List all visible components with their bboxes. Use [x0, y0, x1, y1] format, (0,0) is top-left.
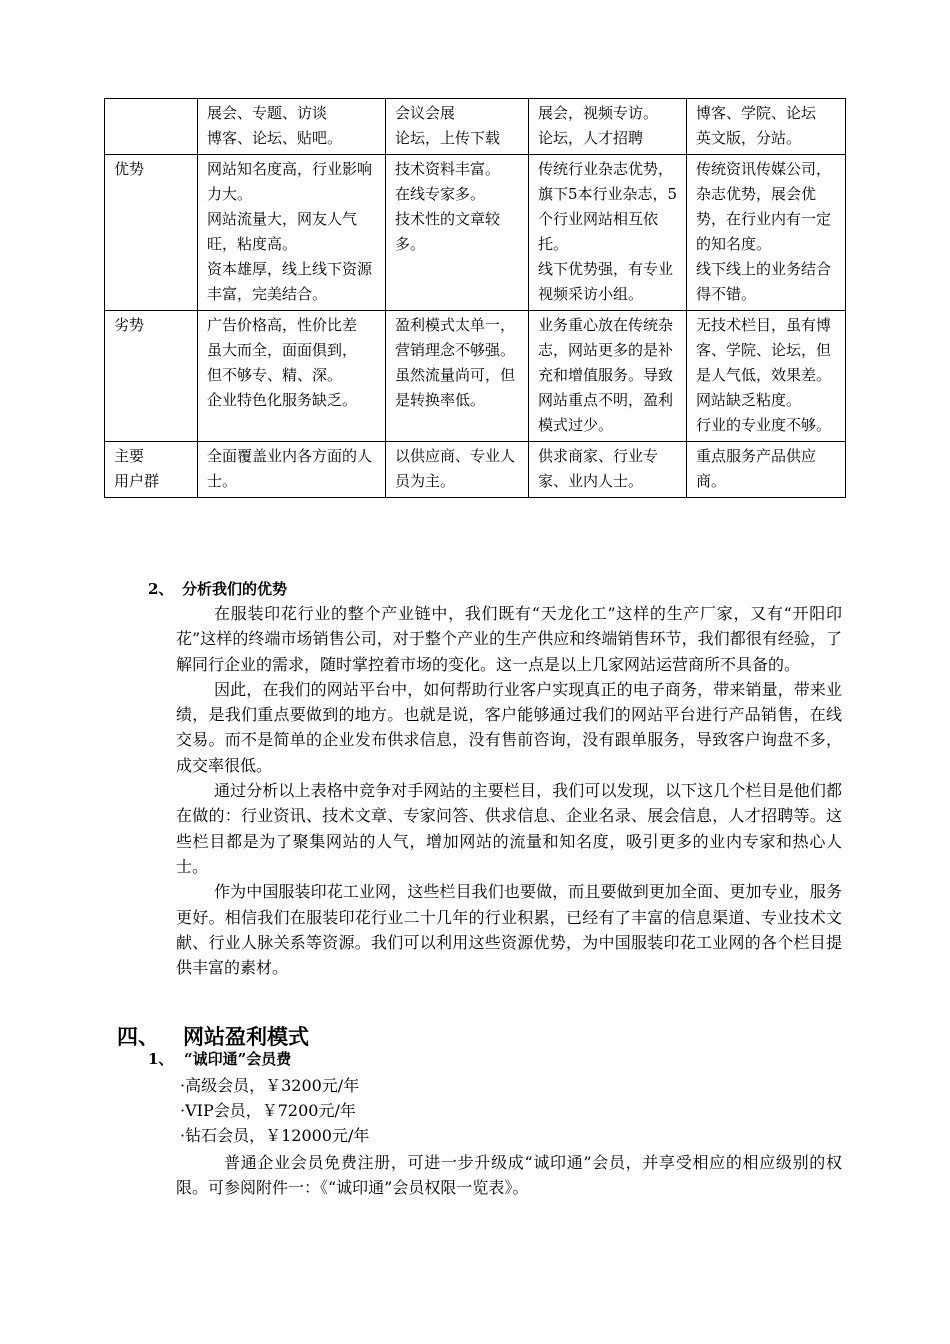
fee-item-senior: ·高级会员，￥3200元/年	[180, 1076, 360, 1095]
row-label-cell	[105, 99, 198, 155]
cell-text: 营销理念不够强。	[395, 341, 516, 359]
table-cell	[198, 155, 386, 311]
table-row	[105, 155, 846, 311]
paragraph: 通过分析以上表格中竞争对手网站的主要栏目，我们可以发现，以下这几个栏目是他们都在做的：行业资讯、技术文章、专家问答、供求信息、企业名录、展会信息，人才招聘等。这些栏目都是为了聚集网站的人气，增加网站的流量和知名度，吸引更多的业内专家和热心人士。	[176, 781, 842, 876]
subsection-heading-membership	[148, 1047, 291, 1071]
row-label-cell	[105, 155, 198, 311]
cell-text: 会议会展	[395, 104, 456, 122]
paragraph: 在服装印花行业的整个产业链中，我们既有“天龙化工”这样的生产厂家，又有“开阳印花”这样的终端市场销售公司，对于整个产业的生产供应和终端销售环节，我们都很有经验，了解同行企业的需求，随时掌控着市场的变化。这一点是以上几家网站运营商所不具备的。	[176, 604, 842, 674]
table-row	[105, 442, 846, 498]
cell-text: 行业的专业度不够。	[696, 416, 832, 434]
membership-note	[176, 1150, 842, 1201]
subsection-number: 1、	[148, 1050, 174, 1068]
cell-text: 论坛，上传下载	[395, 129, 501, 147]
row-label: 主要	[114, 447, 145, 465]
cell-text: 线下优势强，有专业视频采访小组。	[538, 260, 674, 303]
row-label-cell	[105, 311, 198, 442]
cell-text: 传统资讯传媒公司，杂志优势，展会优势，在行业内有一定的知名度。	[696, 160, 832, 253]
table-cell	[529, 155, 687, 311]
section-title: 分析我们的优势	[182, 580, 288, 598]
table-row	[105, 311, 846, 442]
cell-text: 业务重心放在传统杂志，网站更多的是补充和增值服务。导致网站重点不明，盈利模式过少。	[538, 316, 674, 434]
cell-text: 资本雄厚，线上线下资源丰富，完美结合。	[207, 260, 373, 303]
cell-text: 技术性的文章较多。	[395, 210, 501, 253]
cell-text: 虽大而全，面面俱到，	[207, 341, 358, 359]
cell-text: 网站流量大，网友人气旺，粘度高。	[207, 210, 358, 253]
table-cell	[198, 311, 386, 442]
table-cell	[529, 442, 687, 498]
subsection-title: “诚印通”会员费	[184, 1050, 292, 1068]
cell-text: 广告价格高，性价比差	[207, 316, 358, 334]
table-cell	[386, 99, 529, 155]
cell-text: 网站知名度高，行业影响力大。	[207, 160, 373, 203]
cell-text: 传统行业杂志优势，旗下5本行业杂志，5个行业网站相互依托。	[538, 160, 678, 253]
cell-text: 盈利模式太单一，	[395, 316, 516, 334]
fee-item-vip: ·VIP会员，￥7200元/年	[180, 1101, 356, 1120]
cell-text: 重点服务产品供应商。	[696, 447, 817, 490]
cell-text: 英文版，分站。	[696, 129, 802, 147]
row-label-cell	[105, 442, 198, 498]
paragraph: 普通企业会员免费注册，可进一步升级成“诚印通”会员，并享受相应的相应级别的权限。可参阅附件一：《“诚印通”会员权限一览表》。	[176, 1153, 842, 1198]
row-label: 用户群	[114, 472, 160, 490]
cell-text: 无技术栏目，虽有博客、学院、论坛，但是人气低，效果差。网站缺乏粘度。	[696, 316, 832, 409]
chapter-number: 四、	[117, 1024, 159, 1049]
paragraph: 作为中国服装印花工业网，这些栏目我们也要做，而且要做到更加全面、更加专业，服务更好。相信我们在服装印花行业二十几年的行业积累，已经有了丰富的信息渠道、专业技术文献、行业人脉关系等资源。我们可以利用这些资源优势，为中国服装印花工业网的各个栏目提供丰富的素材。	[176, 882, 842, 978]
cell-text: 论坛，人才招聘	[538, 129, 644, 147]
table-cell	[687, 99, 846, 155]
table-cell	[386, 442, 529, 498]
section-number: 2、	[148, 580, 174, 598]
table-cell	[687, 311, 846, 442]
cell-text: 技术资料丰富。	[395, 160, 501, 178]
table-cell	[529, 99, 687, 155]
table-cell	[386, 155, 529, 311]
row-label: 劣势	[114, 316, 145, 334]
table-row	[105, 99, 846, 155]
cell-text: 供求商家、行业专家、业内人士。	[538, 447, 659, 490]
cell-text: 博客、学院、论坛	[696, 104, 817, 122]
cell-text: 以供应商、专业人员为主。	[395, 447, 516, 490]
cell-text: 企业特色化服务缺乏。	[207, 391, 358, 409]
cell-text: 线下线上的业务结合得不错。	[696, 260, 832, 303]
cell-text: 全面覆盖业内各方面的人士。	[207, 447, 373, 490]
section-heading-analysis	[148, 577, 287, 601]
cell-text: 在线专家多。	[395, 185, 486, 203]
chapter-title: 网站盈利模式	[183, 1024, 309, 1049]
fee-item-diamond: ·钻石会员，￥12000元/年	[180, 1126, 370, 1145]
analysis-body	[176, 601, 842, 980]
table-cell	[529, 311, 687, 442]
cell-text: 展会、专题、访谈	[207, 104, 328, 122]
table-cell	[687, 442, 846, 498]
table-cell	[386, 311, 529, 442]
cell-text: 博客、论坛、贴吧。	[207, 129, 343, 147]
cell-text: 展会，视频专访。	[538, 104, 659, 122]
table-cell	[198, 99, 386, 155]
table-cell	[198, 442, 386, 498]
cell-text: 虽然流量尚可，但是转换率低。	[395, 366, 516, 409]
paragraph: 因此，在我们的网站平台中，如何帮助行业客户实现真正的电子商务，带来销量，带来业绩，是我们重点要做到的地方。也就是说，客户能够通过我们的网站平台进行产品销售，在线交易。而不是简单的企业发布供求信息，没有售前咨询，没有跟单服务，导致客户询盘不多，成交率很低。	[176, 679, 842, 775]
comparison-table-body	[105, 99, 846, 498]
table-cell	[687, 155, 846, 311]
row-label: 优势	[114, 160, 145, 178]
cell-text: 但不够专、精、深。	[207, 366, 343, 384]
competitor-comparison-table	[104, 98, 846, 498]
